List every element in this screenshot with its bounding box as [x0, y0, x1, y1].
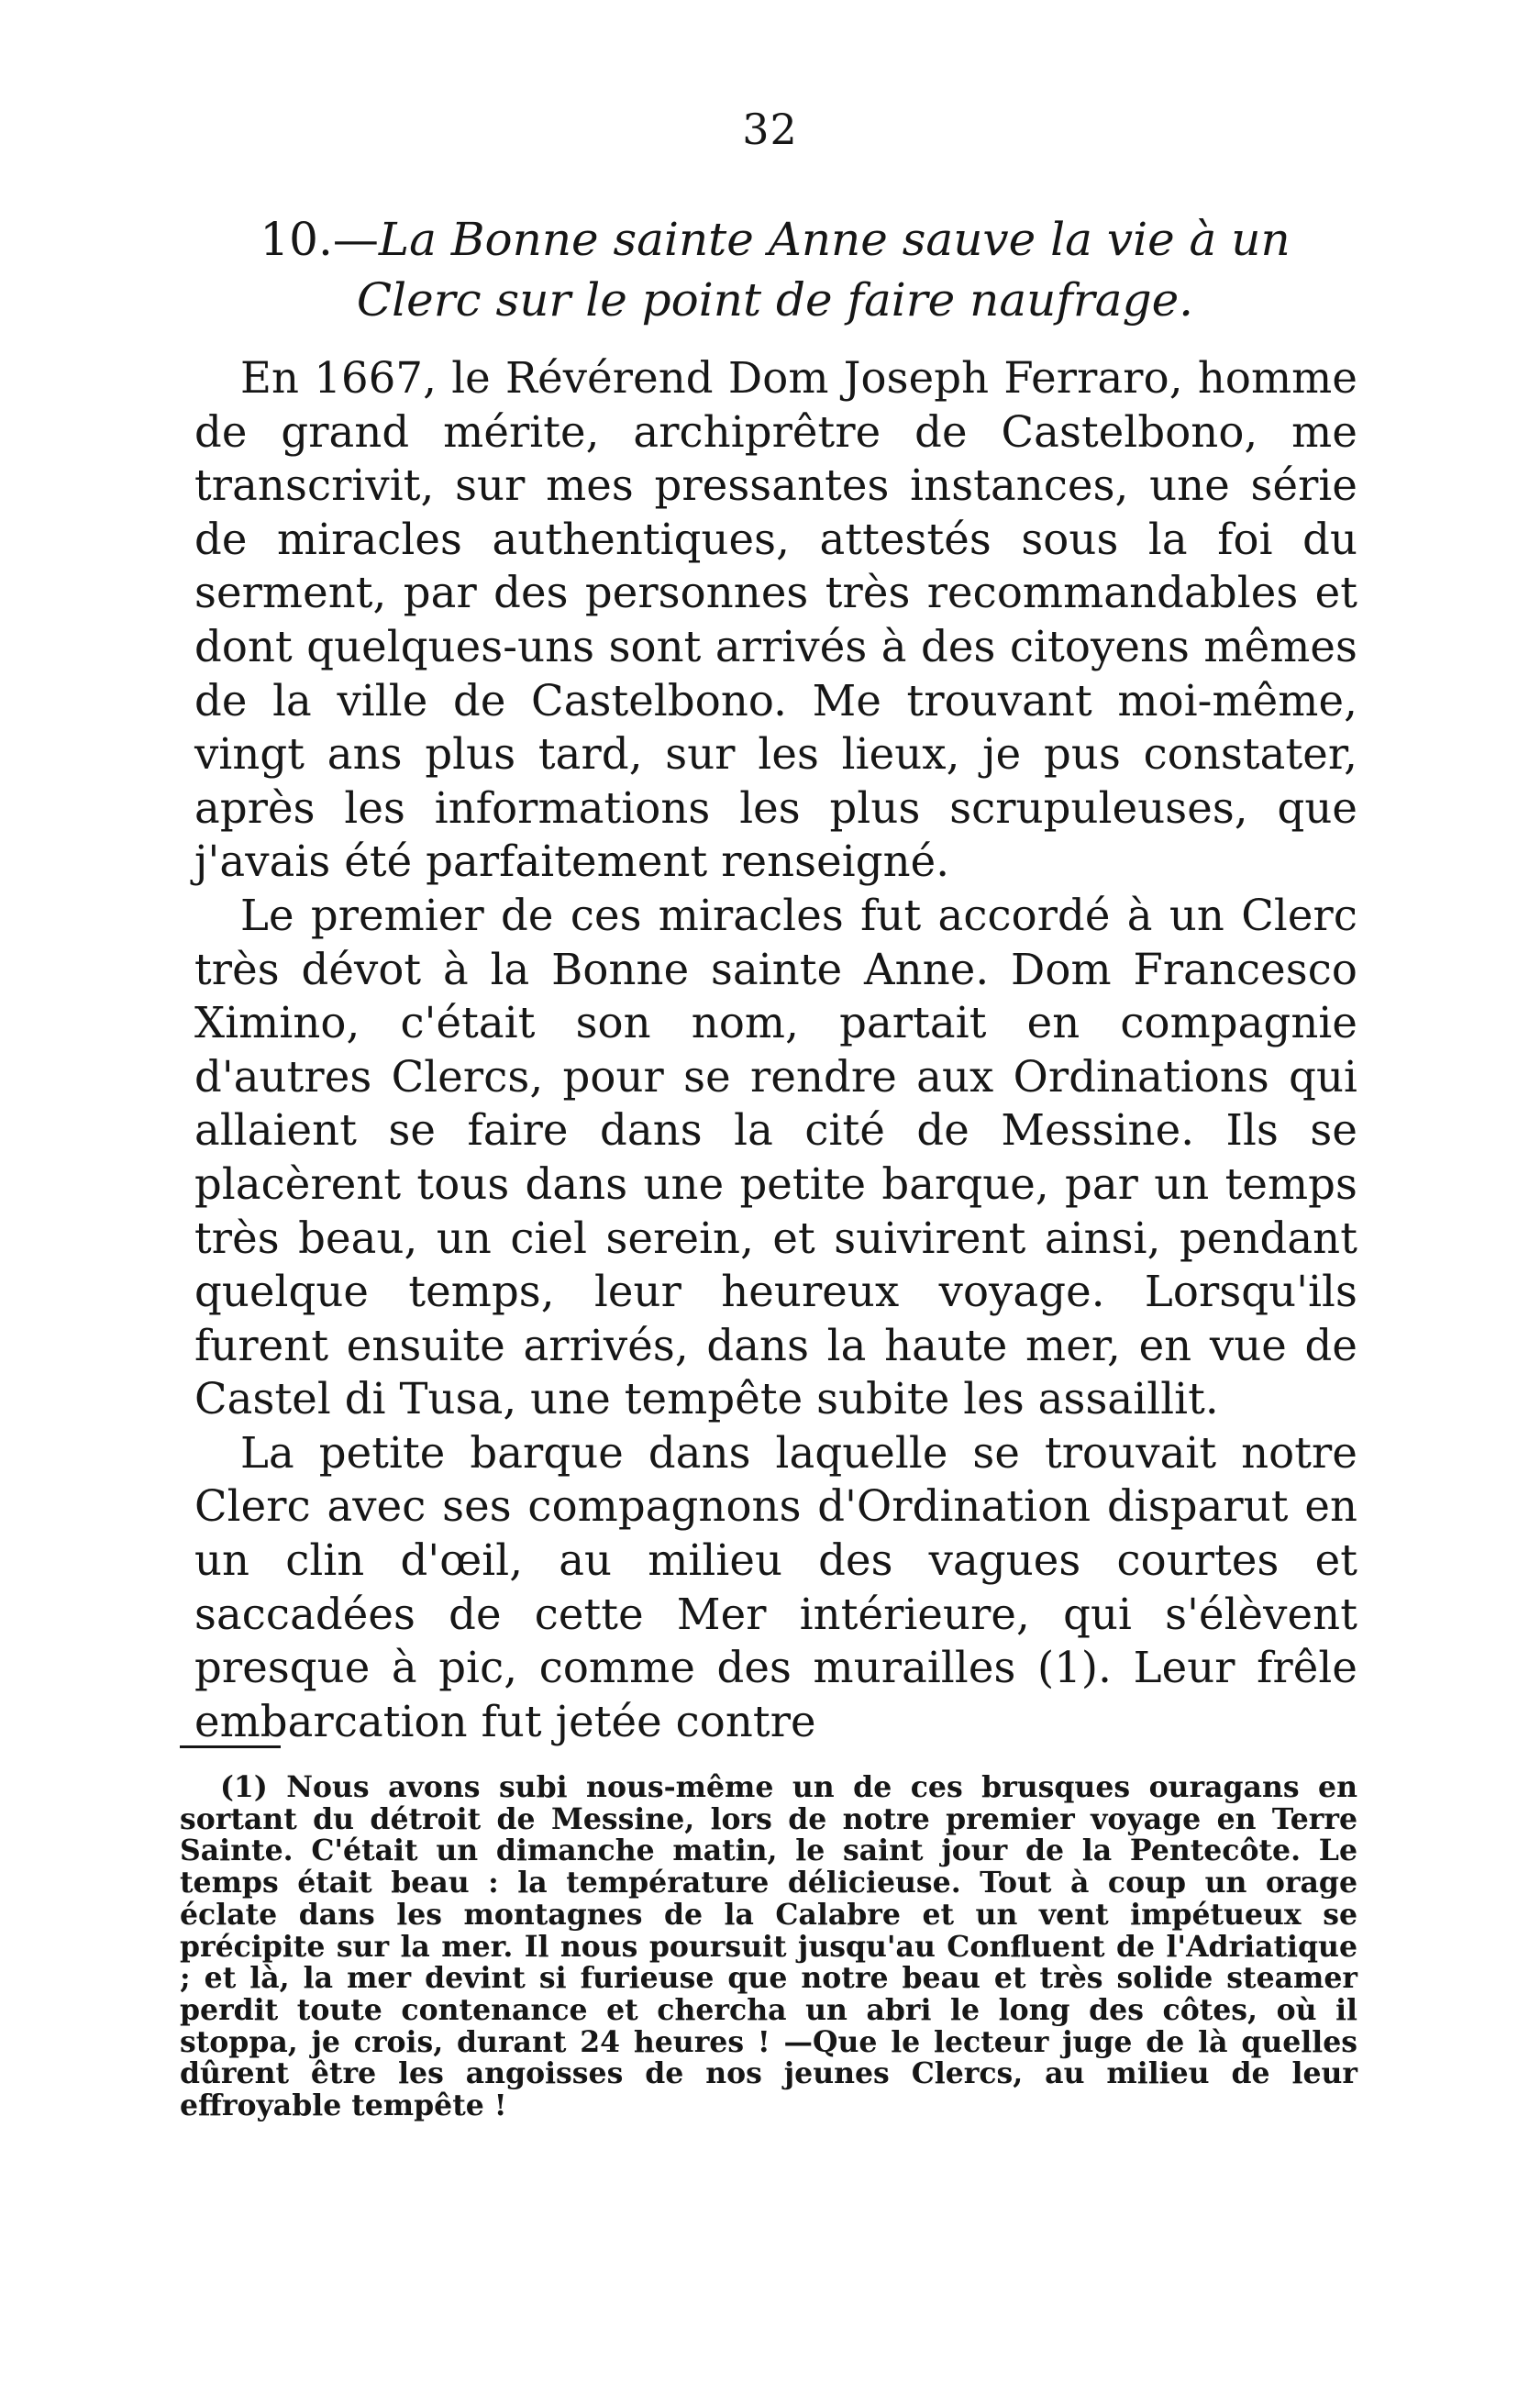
footnote: (1) Nous avons subi nous-même un de ces brusques ouragans en sortant du détroit de Messine, lors de notre premier voyage en Terre Sainte. C'était un dimanche matin, le saint jour de la Pentecôte. Le temps était beau : la température délicieuse. Tout à coup un orage éclate dans les montagnes de la Calabre et un vent impétueux se précipite sur la mer. Il nous poursuit jusqu'au Confluent de l'Adriatique ; et là, la mer devint si furieuse que notre beau et très solide steamer perdit toute contenance et chercha un abri le long des côtes, où il stoppa, je crois, durant 24 heures ! —Que le lecteur juge de là quelles dûrent être les angoisses de nos jeunes Clercs, au milieu de leur effroyable tempête !	[180, 1770, 1357, 2123]
footnote-divider	[180, 1745, 281, 1748]
paragraph: La petite barque dans laquelle se trouvait notre Clerc avec ses compagnons d'Ordination disparut en un clin d'œil, au milieu des vagues courtes et saccadées de cette Mer intérieure, qui s'élèvent presque à pic, comme des murailles (1). Leur frêle embarcation fut jetée contre	[194, 1427, 1357, 1746]
body-text	[194, 351, 1357, 1748]
section-title: La Bonne sainte Anne sauve la vie à un Clerc sur le point de faire naufrage.	[356, 213, 1291, 327]
paragraph: En 1667, le Révérend Dom Joseph Ferraro, homme de grand mérite, archiprêtre de Castelbono, me transcrivit, sur mes pressantes instances, une série de miracles authentiques, attestés sous la foi du serment, par des personnes très recommandables et dont quelques-uns sont arrivés à des citoyens mêmes de la ville de Castelbono. Me trouvant moi-même, vingt ans plus tard, sur les lieux, je pus constater, après les informations les plus scrupuleuses, que j'avais été parfaitement renseigné.	[194, 353, 1357, 887]
paragraph: Le premier de ces miracles fut accordé à un Clerc très dévot à la Bonne sainte Anne. Dom Francesco Ximino, c'était son nom, partait en compagnie d'autres Clercs, pour se rendre aux Ordinations qui allaient se faire dans la cité de Messine. Ils se placèrent tous dans une petite barque, par un temps très beau, un ciel serein, et suivirent ainsi, pendant quelque temps, leur heureux voyage. Lorsqu'ils furent ensuite arrivés, dans la haute mer, en vue de Castel di Tusa, une tempête subite les assaillit.	[194, 890, 1357, 1424]
page-number: 32	[742, 105, 798, 154]
section-number: 10.—	[260, 213, 379, 266]
section-heading	[193, 209, 1357, 330]
